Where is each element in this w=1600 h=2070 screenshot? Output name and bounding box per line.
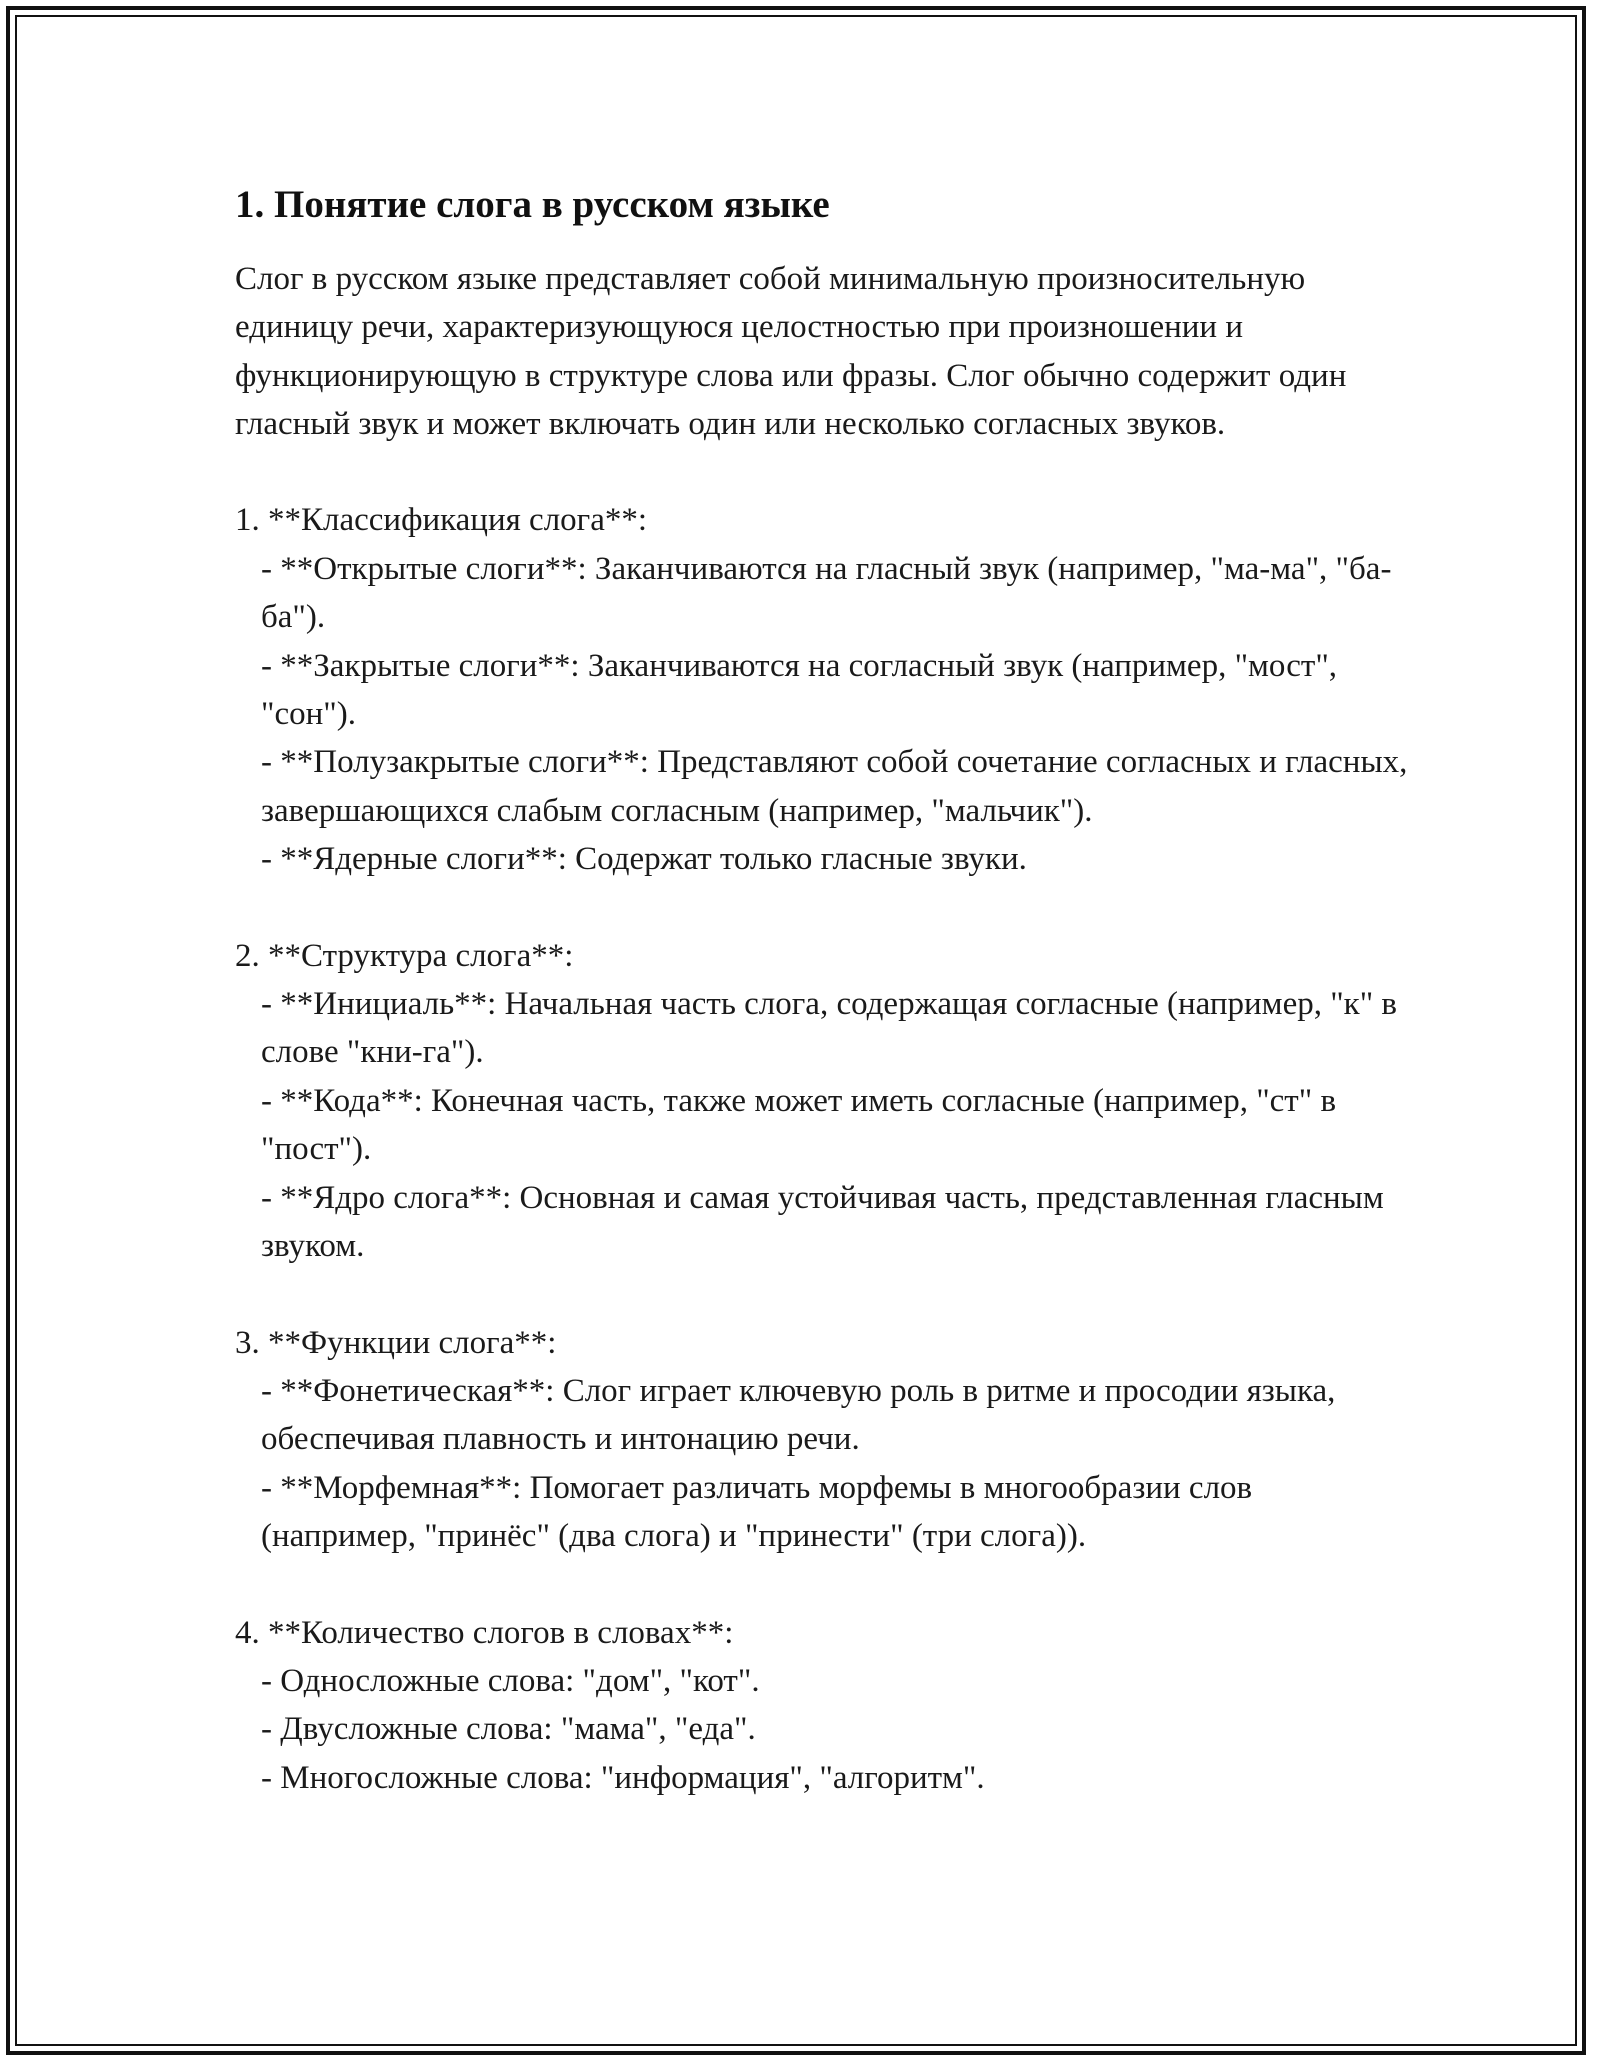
- list-item: - **Кода**: Конечная часть, также может иметь согласные (например, "ст" в "пост").: [261, 1082, 1345, 1168]
- intro-paragraph: Слог в русском языке представляет собой минимальную произносительную единицу речи, характеризующуюся целостностью при произношении и функционирующую в структуре слова или фразы. Слог обычно содержит один гласный звук и может включать один или несколько согласных звуков.: [235, 260, 1355, 443]
- list-item: - **Открытые слоги**: Заканчиваются на гласный звук (например, "ма-ма", "ба-ба").: [261, 550, 1392, 636]
- section-heading: 2. **Структура слога**:: [235, 937, 574, 974]
- section-structure: [235, 932, 1415, 1271]
- list-item: - **Инициаль**: Начальная часть слога, содержащая согласные (например, "к" в слове "кни-га").: [261, 986, 1406, 1071]
- list-item: - **Морфемная**: Помогает различать морфемы в многообразии слов (например, "принёс" (два слога) и "принести" (три слога)).: [261, 1469, 1261, 1555]
- list-item: - **Ядро слога**: Основная и самая устойчивая часть, представленная гласным звуком.: [261, 1179, 1392, 1265]
- section-classification: [235, 496, 1415, 883]
- list-item: - Двусложные слова: "мама", "еда".: [261, 1711, 756, 1748]
- list-item: - **Полузакрытые слоги**: Представляют собой сочетание согласных и гласных, завершающихся слабым согласным (например, "мальчик").: [261, 744, 1416, 829]
- document-body: [235, 182, 1415, 1802]
- list-item: - **Закрытые слоги**: Заканчиваются на согласный звук (например, "мост", "сон").: [261, 647, 1346, 733]
- section-functions: [235, 1319, 1415, 1561]
- page-title: 1. Понятие слога в русском языке: [235, 183, 830, 226]
- list-item: - Односложные слова: "дом", "кот".: [261, 1662, 760, 1699]
- list-item: - Многосложные слова: "информация", "алгоритм".: [261, 1759, 985, 1796]
- list-item: - **Фонетическая**: Слог играет ключевую роль в ритме и просодии языка, обеспечивая плавность и интонацию речи.: [261, 1372, 1344, 1458]
- section-heading: 1. **Классификация слога**:: [235, 502, 648, 539]
- section-syllable-count: [235, 1609, 1415, 1803]
- list-item: - **Ядерные слоги**: Содержат только гласные звуки.: [261, 841, 1027, 878]
- section-heading: 3. **Функции слога**:: [235, 1324, 557, 1361]
- section-heading: 4. **Количество слогов в словах**:: [235, 1614, 734, 1651]
